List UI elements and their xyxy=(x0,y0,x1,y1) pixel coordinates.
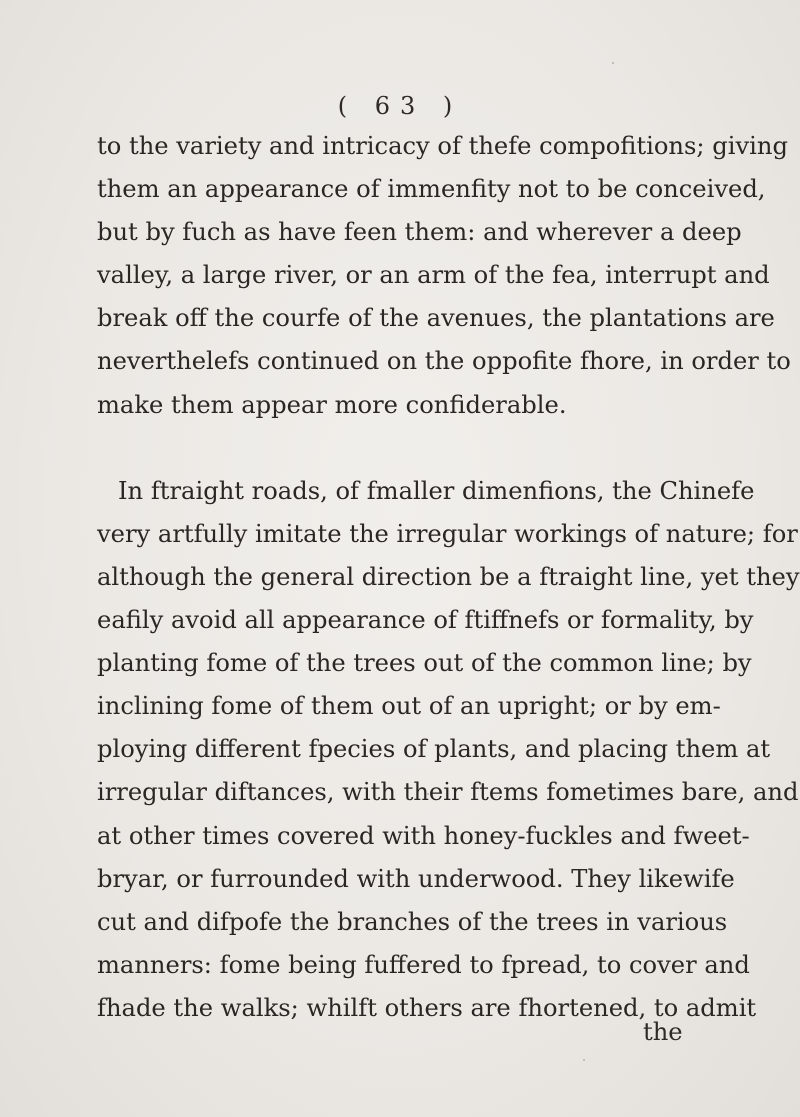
text-line: cut and difpofe the branches of the trees in various xyxy=(97,907,728,936)
text-line: irregular diftances, with their ftems fometimes bare, and xyxy=(97,778,799,807)
text-line: neverthelefs continued on the oppofite fhore, in order to xyxy=(97,347,791,376)
paper-speck xyxy=(583,1059,585,1061)
text-line: eafily avoid all appearance of ftiffnefs or formality, by xyxy=(97,606,754,635)
text-line: but by fuch as have feen them: and wherever a deep xyxy=(97,218,742,247)
text-line: very artfully imitate the irregular workings of nature; for xyxy=(97,519,798,548)
page-number: ( 63 ) xyxy=(337,92,463,120)
text-line: bryar, or furrounded with underwood. They likewife xyxy=(97,864,735,893)
text-line: valley, a large river, or an arm of the fea, interrupt and xyxy=(97,261,770,290)
paper-speck xyxy=(612,62,614,64)
body-text xyxy=(97,125,800,1030)
text-line: fhade the walks; whilft others are fhortened, to admit xyxy=(97,993,757,1022)
text-line: although the general direction be a ftraight line, yet they xyxy=(97,562,800,591)
text-line: manners: fome being fuffered to fpread, to cover and xyxy=(97,950,750,979)
text-line: In ftraight roads, of fmaller dimenfions, the Chinefe xyxy=(118,476,755,505)
paragraph-gap xyxy=(97,427,709,470)
text-line: break off the courfe of the avenues, the plantations are xyxy=(97,304,775,333)
text-line: planting fome of the trees out of the common line; by xyxy=(97,649,752,678)
text-line: at other times covered with honey-fuckles and fweet- xyxy=(97,821,750,850)
text-line: them an appearance of immenfity not to be conceived, xyxy=(97,175,766,204)
text-line: to the variety and intricacy of thefe compofitions; giving xyxy=(97,132,788,160)
text-line: ploying different fpecies of plants, and placing them at xyxy=(97,735,771,764)
catchword: the xyxy=(643,1018,683,1046)
text-line: make them appear more confiderable. xyxy=(97,390,567,419)
text-line: inclining fome of them out of an upright; or by em- xyxy=(97,692,721,721)
